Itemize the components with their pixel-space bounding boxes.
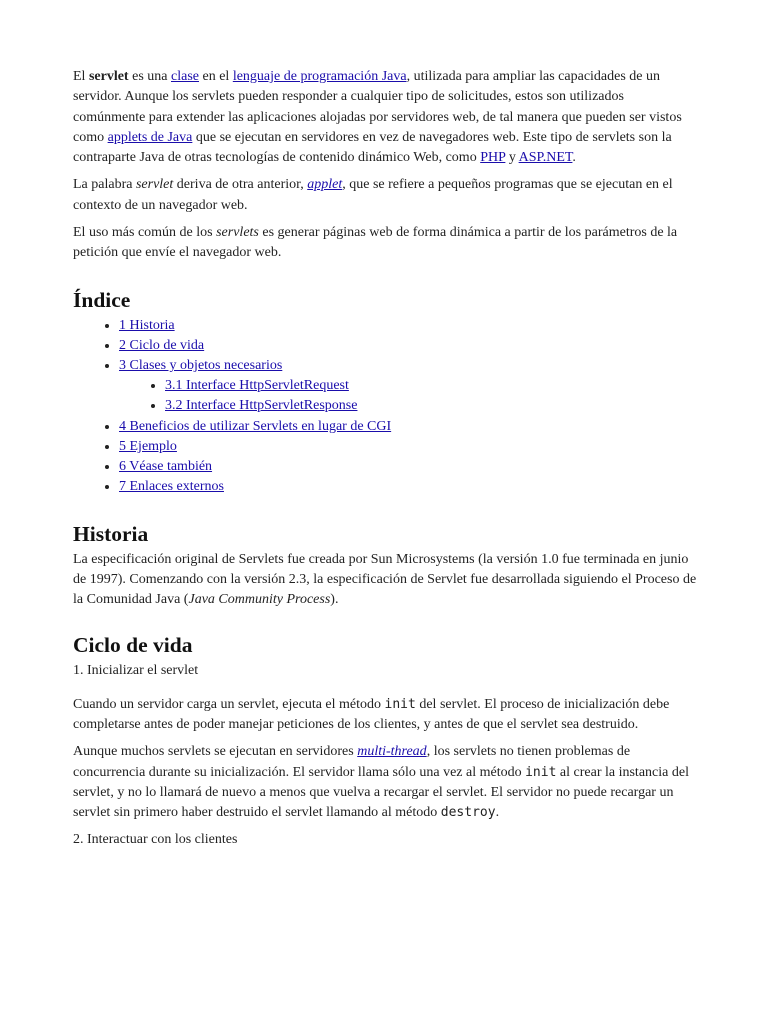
toc-link-ejemplo[interactable]: 5 Ejemplo <box>119 438 177 454</box>
link-multi-thread[interactable]: multi-thread <box>357 744 427 760</box>
toc-link-vease-tambien[interactable]: 6 Véase también <box>119 459 213 475</box>
text: Cuando un servidor carga un servlet, ejecuta el método <box>73 696 385 712</box>
toc-item <box>119 336 698 356</box>
servlets-em: servlets <box>216 225 259 241</box>
text: al crear la instancia del servlet, y no lo llamará de nuevo a menos que vuelva a recargar el servlet. El servidor no puede recargar un servlet sin primero haber destruido el servlet llamando al método <box>73 764 689 821</box>
link-lenguaje-java[interactable]: lenguaje de programación Java <box>232 69 407 84</box>
servlet-em: servlet <box>135 177 174 193</box>
code-init: init <box>384 696 416 712</box>
article-content <box>73 67 698 858</box>
link-aspnet[interactable]: ASP.NET <box>518 150 573 166</box>
toc-item <box>119 316 698 336</box>
toc-item <box>119 356 698 417</box>
toc-subitem <box>165 396 698 416</box>
text: , los servlets no tienen problemas de concurrencia durante su inicialización. El servidor llama sólo una vez al método <box>73 744 631 780</box>
intro-paragraph-2 <box>73 175 698 216</box>
text: El <box>73 69 89 84</box>
toc-subitem <box>165 376 698 396</box>
text: La palabra <box>73 177 136 193</box>
toc-item <box>119 477 698 497</box>
text: El uso más común de los <box>73 225 217 241</box>
step-1-label: 1. Inicializar el servlet <box>73 663 199 679</box>
text: que se ejecutan en servidores en vez de navegadores web. Este tipo de servlets son la contraparte Java de otras tecnologías de contenido dinámico Web, como <box>73 129 672 166</box>
toc-link-httpservletresponse[interactable]: 3.2 Interface HttpServletResponse <box>165 398 358 414</box>
link-clase[interactable]: clase <box>171 69 199 84</box>
toc-link-historia[interactable]: 1 Historia <box>119 317 175 333</box>
section-heading-historia: Historia <box>73 521 149 546</box>
servlet-term: servlet <box>88 69 129 84</box>
text: . <box>572 150 576 166</box>
text: es una <box>128 69 171 84</box>
text: en el <box>198 69 233 84</box>
ciclo-paragraph-1 <box>73 695 698 736</box>
toc-item <box>119 437 698 457</box>
intro-paragraph-3 <box>73 223 698 264</box>
toc-sublist <box>119 376 698 416</box>
code-init: init <box>525 764 557 780</box>
text: La especificación original de Servlets fue creada por Sun Microsystems (la versión 1.0 fue terminada en junio de 1997). Comenzando con la versión 2.3, la especificación de Servlet fue desarrollada siguiendo el Proceso de la Comunidad Java ( <box>73 551 697 608</box>
section-heading-ciclo-de-vida: Ciclo de vida <box>73 633 193 658</box>
text: deriva de otra anterior, <box>173 177 308 193</box>
toc-link-ciclo-de-vida[interactable]: 2 Ciclo de vida <box>119 337 205 353</box>
ciclo-paragraph-2 <box>73 742 698 823</box>
link-applet[interactable]: applet <box>307 177 343 193</box>
jcp-em: Java Community Process <box>188 592 331 608</box>
table-of-contents <box>73 316 698 498</box>
toc-link-clases-y-objetos[interactable]: 3 Clases y objetos necesarios <box>119 358 283 374</box>
toc-heading: Índice <box>73 287 131 312</box>
toc-item <box>119 457 698 477</box>
step-2-label: 2. Interactuar con los clientes <box>73 832 238 848</box>
toc-link-beneficios[interactable]: 4 Beneficios de utilizar Servlets en lugar de CGI <box>119 418 392 434</box>
toc-link-httpservletrequest[interactable]: 3.1 Interface HttpServletRequest <box>165 378 349 394</box>
text: Aunque muchos servlets se ejecutan en servidores <box>73 744 358 760</box>
text: es generar páginas web de forma dinámica a partir de los parámetros de la petición que envíe el navegador web. <box>73 225 678 261</box>
historia-paragraph <box>73 550 698 611</box>
intro-paragraph-1 <box>73 67 698 168</box>
code-destroy: destroy <box>440 805 496 821</box>
link-php[interactable]: PHP <box>480 150 506 166</box>
text: , utilizada para ampliar las capacidades de un servidor. Aunque los servlets pueden responder a cualquier tipo de solicitudes, estos son utilizados comúnmente para extender las aplicaciones alojadas por servidores web, de tal manera que pueden ser vistos como <box>73 69 682 145</box>
text: . <box>495 805 500 821</box>
text: del servlet. El proceso de inicialización debe completarse antes de poder manejar peticiones de los clientes, y antes de que el servlet sea destruido. <box>73 696 670 732</box>
link-applets-de-java[interactable]: applets de Java <box>107 129 193 145</box>
text: y <box>505 150 519 166</box>
text: , que se refiere a pequeños programas que se ejecutan en el contexto de un navegador web. <box>73 177 673 213</box>
toc-item <box>119 417 698 437</box>
text: ). <box>330 592 339 608</box>
toc-link-enlaces-externos[interactable]: 7 Enlaces externos <box>119 479 224 495</box>
